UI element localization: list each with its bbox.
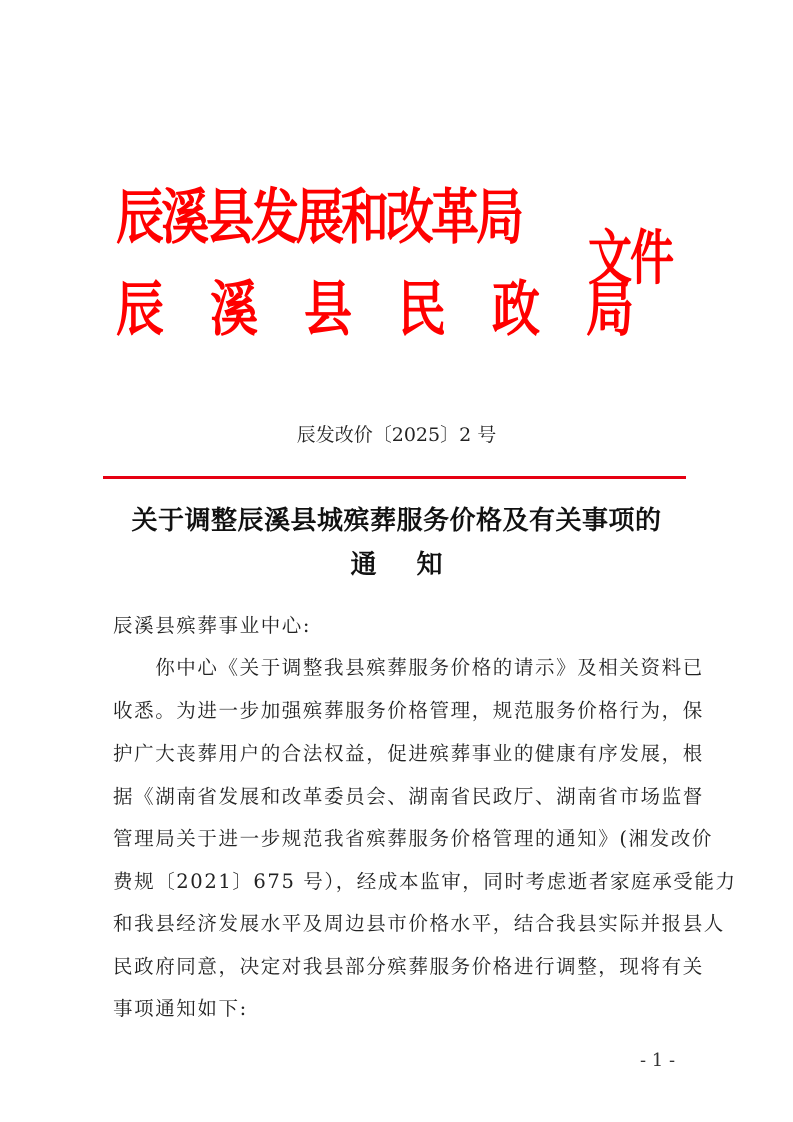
org2-char: 局	[586, 275, 635, 345]
body-line: 事项通知如下:	[113, 997, 248, 1020]
body-line: 费规〔2021〕675 号），经成本监审，同时考虑逝者家庭承受能力	[113, 870, 737, 893]
org2-char: 溪	[210, 275, 259, 345]
page-number: - 1 -	[640, 1050, 676, 1071]
document-number: 辰发改价〔2025〕2 号	[296, 424, 497, 446]
document-title-line-2: 通知	[350, 550, 483, 580]
body-line: 管理局关于进一步规范我省殡葬服务价格管理的通知》(湘发改价	[113, 827, 714, 850]
document-title-line-1: 关于调整辰溪县城殡葬服务价格及有关事项的	[131, 506, 662, 536]
body-line: 民政府同意，决定对我县部分殡葬服务价格进行调整，现将有关	[113, 955, 704, 978]
org2-char: 民	[398, 275, 447, 345]
body-line: 收悉。为进一步加强殡葬服务价格管理，规范服务价格行为，保	[113, 699, 704, 722]
red-divider	[103, 476, 686, 479]
org2-char: 政	[492, 275, 541, 345]
org2-char: 县	[304, 275, 353, 345]
salutation: 辰溪县殡葬事业中心:	[113, 614, 312, 637]
body-line: 和我县经济发展水平及周边县市价格水平，结合我县实际并报县人	[113, 912, 725, 935]
body-line: 护广大丧葬用户的合法权益，促进殡葬事业的健康有序发展，根	[113, 742, 704, 765]
body-line: 据《湖南省发展和改革委员会、湖南省民政厅、湖南省市场监督	[113, 785, 704, 808]
body-line: 你中心《关于调整我县殡葬服务价格的请示》及相关资料已	[113, 656, 704, 679]
document-type-label: 文件	[588, 224, 672, 294]
issuing-org-line-1: 辰溪县发展和改革局	[116, 183, 522, 253]
org2-char: 辰	[116, 275, 165, 345]
